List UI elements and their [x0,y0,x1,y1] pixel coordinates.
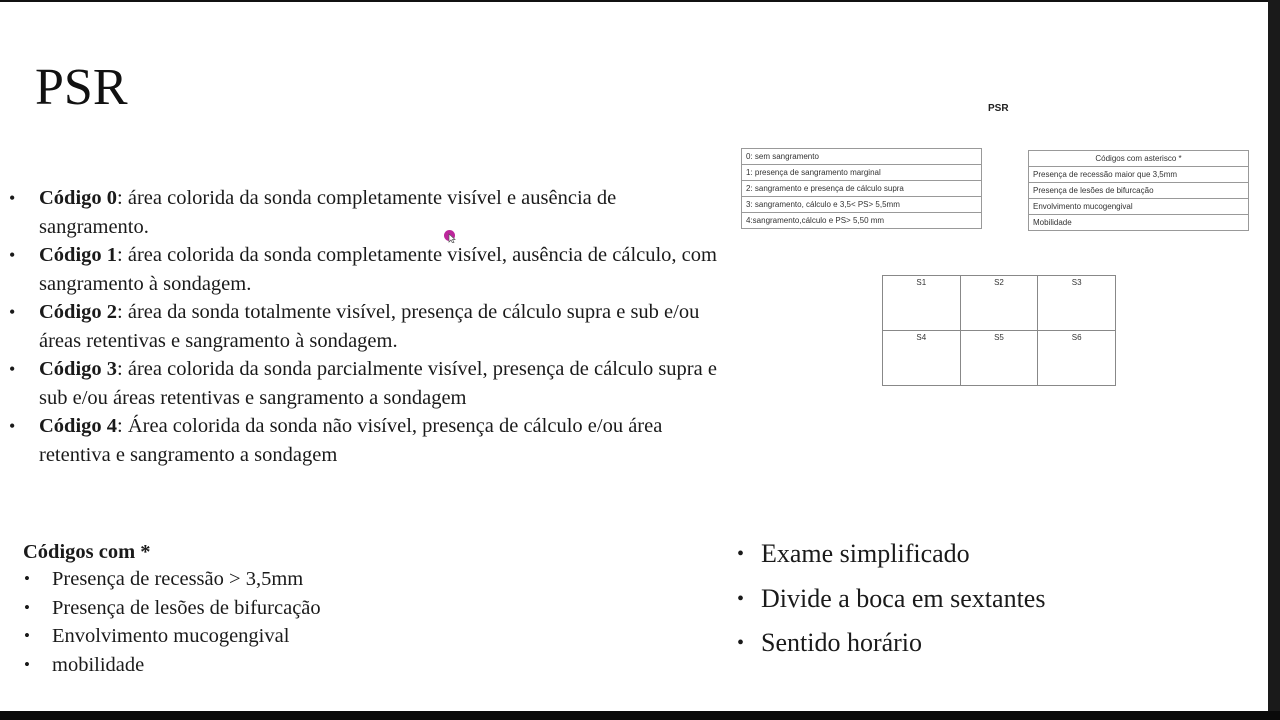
slide-title: PSR [35,59,128,116]
code-item [0,412,720,469]
table-row [1029,167,1249,183]
code-item [0,184,720,241]
asterisk-codes-block [23,539,321,679]
code-text: : área colorida da sonda parcialmente visível, presença de cálculo supra e sub e/ou áreas retentivas e sangramento a sondagem [39,358,717,409]
list-item: • Envolvimento mucogengival [23,622,321,651]
asterisk-codes-list [23,565,321,679]
code-item [0,241,720,298]
list-item: • mobilidade [23,651,321,680]
sextant-cell: S4 [883,331,961,386]
table-row [883,331,1116,386]
code-label: Código 0 [39,187,118,209]
list-item: • Presença de recessão > 3,5mm [23,565,321,594]
window-edge-bottom [0,711,1280,720]
code-item [0,355,720,412]
list-item: • Presença de lesões de bifurcação [23,594,321,623]
table-row [1029,183,1249,199]
list-item: • Divide a boca em sextantes [737,577,1045,622]
table-header-row [1029,151,1249,167]
asterisk-codes-title: Códigos com * [23,541,151,563]
code-text: : área da sonda totalmente visível, presença de cálculo supra e sub e/ou áreas retentivas e sangramento à sondagem. [39,301,700,352]
sextant-cell: S6 [1038,331,1116,386]
table-cell: Presença de recessão maior que 3,5mm [1029,167,1249,183]
table-row [742,181,982,197]
table-cell: Envolvimento mucogengival [1029,199,1249,215]
table-row [883,276,1116,331]
code-label: Código 1 [39,244,118,266]
table-row [1029,215,1249,231]
table-cell: 3: sangramento, cálculo e 3,5< PS> 5,5mm [742,197,982,213]
code-text: : área colorida da sonda completamente visível, ausência de cálculo, com sangramento à sondagem. [39,244,717,295]
sextant-cell: S1 [883,276,961,331]
table-row [742,197,982,213]
psr-codes-table [741,148,982,229]
sextant-cell: S3 [1038,276,1116,331]
table-header: Códigos com asterisco * [1029,151,1249,167]
table-cell: 4:sangramento,cálculo e PS> 5,50 mm [742,213,982,229]
table-row [742,149,982,165]
cursor-icon [443,229,457,243]
exam-list [737,532,1045,666]
code-label: Código 2 [39,301,118,323]
mini-psr-title: PSR [988,103,1009,114]
table-cell: 0: sem sangramento [742,149,982,165]
table-cell: Presença de lesões de bifurcação [1029,183,1249,199]
code-text: : Área colorida da sonda não visível, presença de cálculo e/ou área retentiva e sangramento a sondagem [39,415,663,466]
code-label: Código 3 [39,358,118,380]
presentation-slide [0,2,1268,711]
code-label: Código 4 [39,415,118,437]
sextant-cell: S2 [960,276,1038,331]
table-cell: Mobilidade [1029,215,1249,231]
code-text: : área colorida da sonda completamente visível e ausência de sangramento. [39,187,617,238]
list-item: • Exame simplificado [737,532,1045,577]
sextant-cell: S5 [960,331,1038,386]
list-item: • Sentido horário [737,621,1045,666]
table-row [742,213,982,229]
asterisk-codes-table [1028,150,1249,231]
table-cell: 2: sangramento e presença de cálculo supra [742,181,982,197]
codes-list [0,184,720,469]
code-item [0,298,720,355]
window-edge-right [1268,0,1280,720]
table-row [1029,199,1249,215]
table-row [742,165,982,181]
sextants-grid [882,275,1116,386]
table-cell: 1: presença de sangramento marginal [742,165,982,181]
